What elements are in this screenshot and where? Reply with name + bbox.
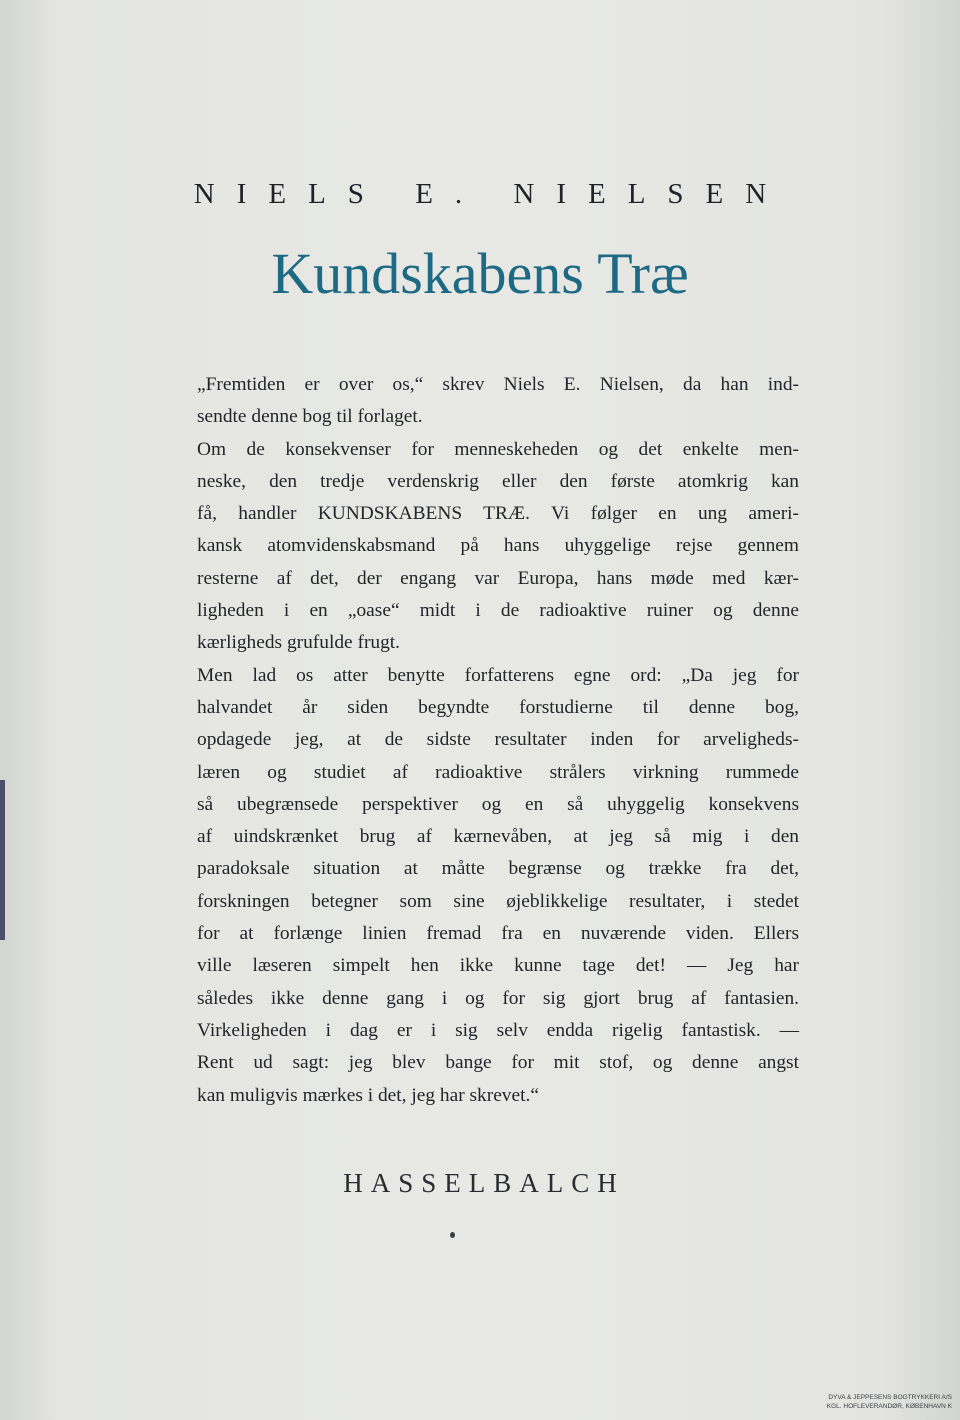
book-title: Kundskabens Træ <box>271 241 689 306</box>
blurb-line: kan muligvis mærkes i det, jeg har skrevet.“ <box>197 1084 539 1106</box>
blurb-line: paradoksale situation at måtte begrænse og trække fra det, <box>197 858 799 880</box>
blurb-line: Men lad os atter benytte forfatterens egne ord: „Da jeg for <box>197 664 799 686</box>
blurb-line: sendte denne bog til forlaget. <box>197 406 423 428</box>
printer-imprint-line: KGL. HOFLEVERANDØR, KØBENHAVN K <box>826 1403 952 1410</box>
ornament-dot <box>450 1232 455 1238</box>
author-name: NIELS E. NIELSEN <box>193 178 789 210</box>
printer-imprint <box>792 1393 952 1411</box>
blurb-line: Om de konsekvenser for menneskeheden og det enkelte men- <box>197 438 799 460</box>
publisher-name: HASSELBALCH <box>343 1168 625 1198</box>
blurb-line: ligheden i en „oase“ midt i de radioaktive ruiner og denne <box>197 600 799 622</box>
blurb-line: læren og studiet af radioaktive strålers virkning rummede <box>197 761 799 783</box>
blurb-line: opdagede jeg, at de sidste resultater inden for arveligheds- <box>197 729 799 751</box>
binding-edge <box>0 780 5 940</box>
blurb-line: af uindskrænket brug af kærnevåben, at jeg så mig i den <box>197 826 799 848</box>
blurb-line: Virkeligheden i dag er i sig selv endda rigelig fantastisk. — <box>197 1019 799 1041</box>
blurb-line: neske, den tredje verdenskrig eller den første atomkrig kan <box>197 470 799 492</box>
blurb-line: få, handler KUNDSKABENS TRÆ. Vi følger en ung ameri- <box>197 503 799 525</box>
blurb-line: resterne af det, der engang var Europa, hans møde med kær- <box>197 567 799 589</box>
blurb-line: „Fremtiden er over os,“ skrev Niels E. Nielsen, da han ind- <box>197 374 799 395</box>
blurb-line: kærligheds grufulde frugt. <box>197 632 401 654</box>
blurb-line: halvandet år siden begyndte forstudierne til denne bog, <box>197 696 799 718</box>
blurb-line: kansk atomvidenskabsmand på hans uhyggelige rejse gennem <box>197 535 799 557</box>
blurb-line: Rent ud sagt: jeg blev bange for mit stof, og denne angst <box>197 1052 799 1074</box>
blurb-line: så ubegrænsede perspektiver og en så uhyggelig konsekvens <box>197 793 799 815</box>
blurb-text <box>197 369 799 1112</box>
blurb-line: ville læseren simpelt hen ikke kunne tage det! — Jeg har <box>197 955 799 977</box>
blurb-line: således ikke denne gang i og for sig gjort brug af fantasien. <box>197 987 799 1009</box>
printer-imprint-line: DYVA & JEPPESENS BOGTRYKKERI A/S <box>828 1394 952 1401</box>
blurb-line: forskningen betegner som sine øjeblikkelige resultater, i stedet <box>197 890 799 912</box>
blurb-line: for at forlænge linien fremad fra en nuværende viden. Ellers <box>197 923 799 945</box>
